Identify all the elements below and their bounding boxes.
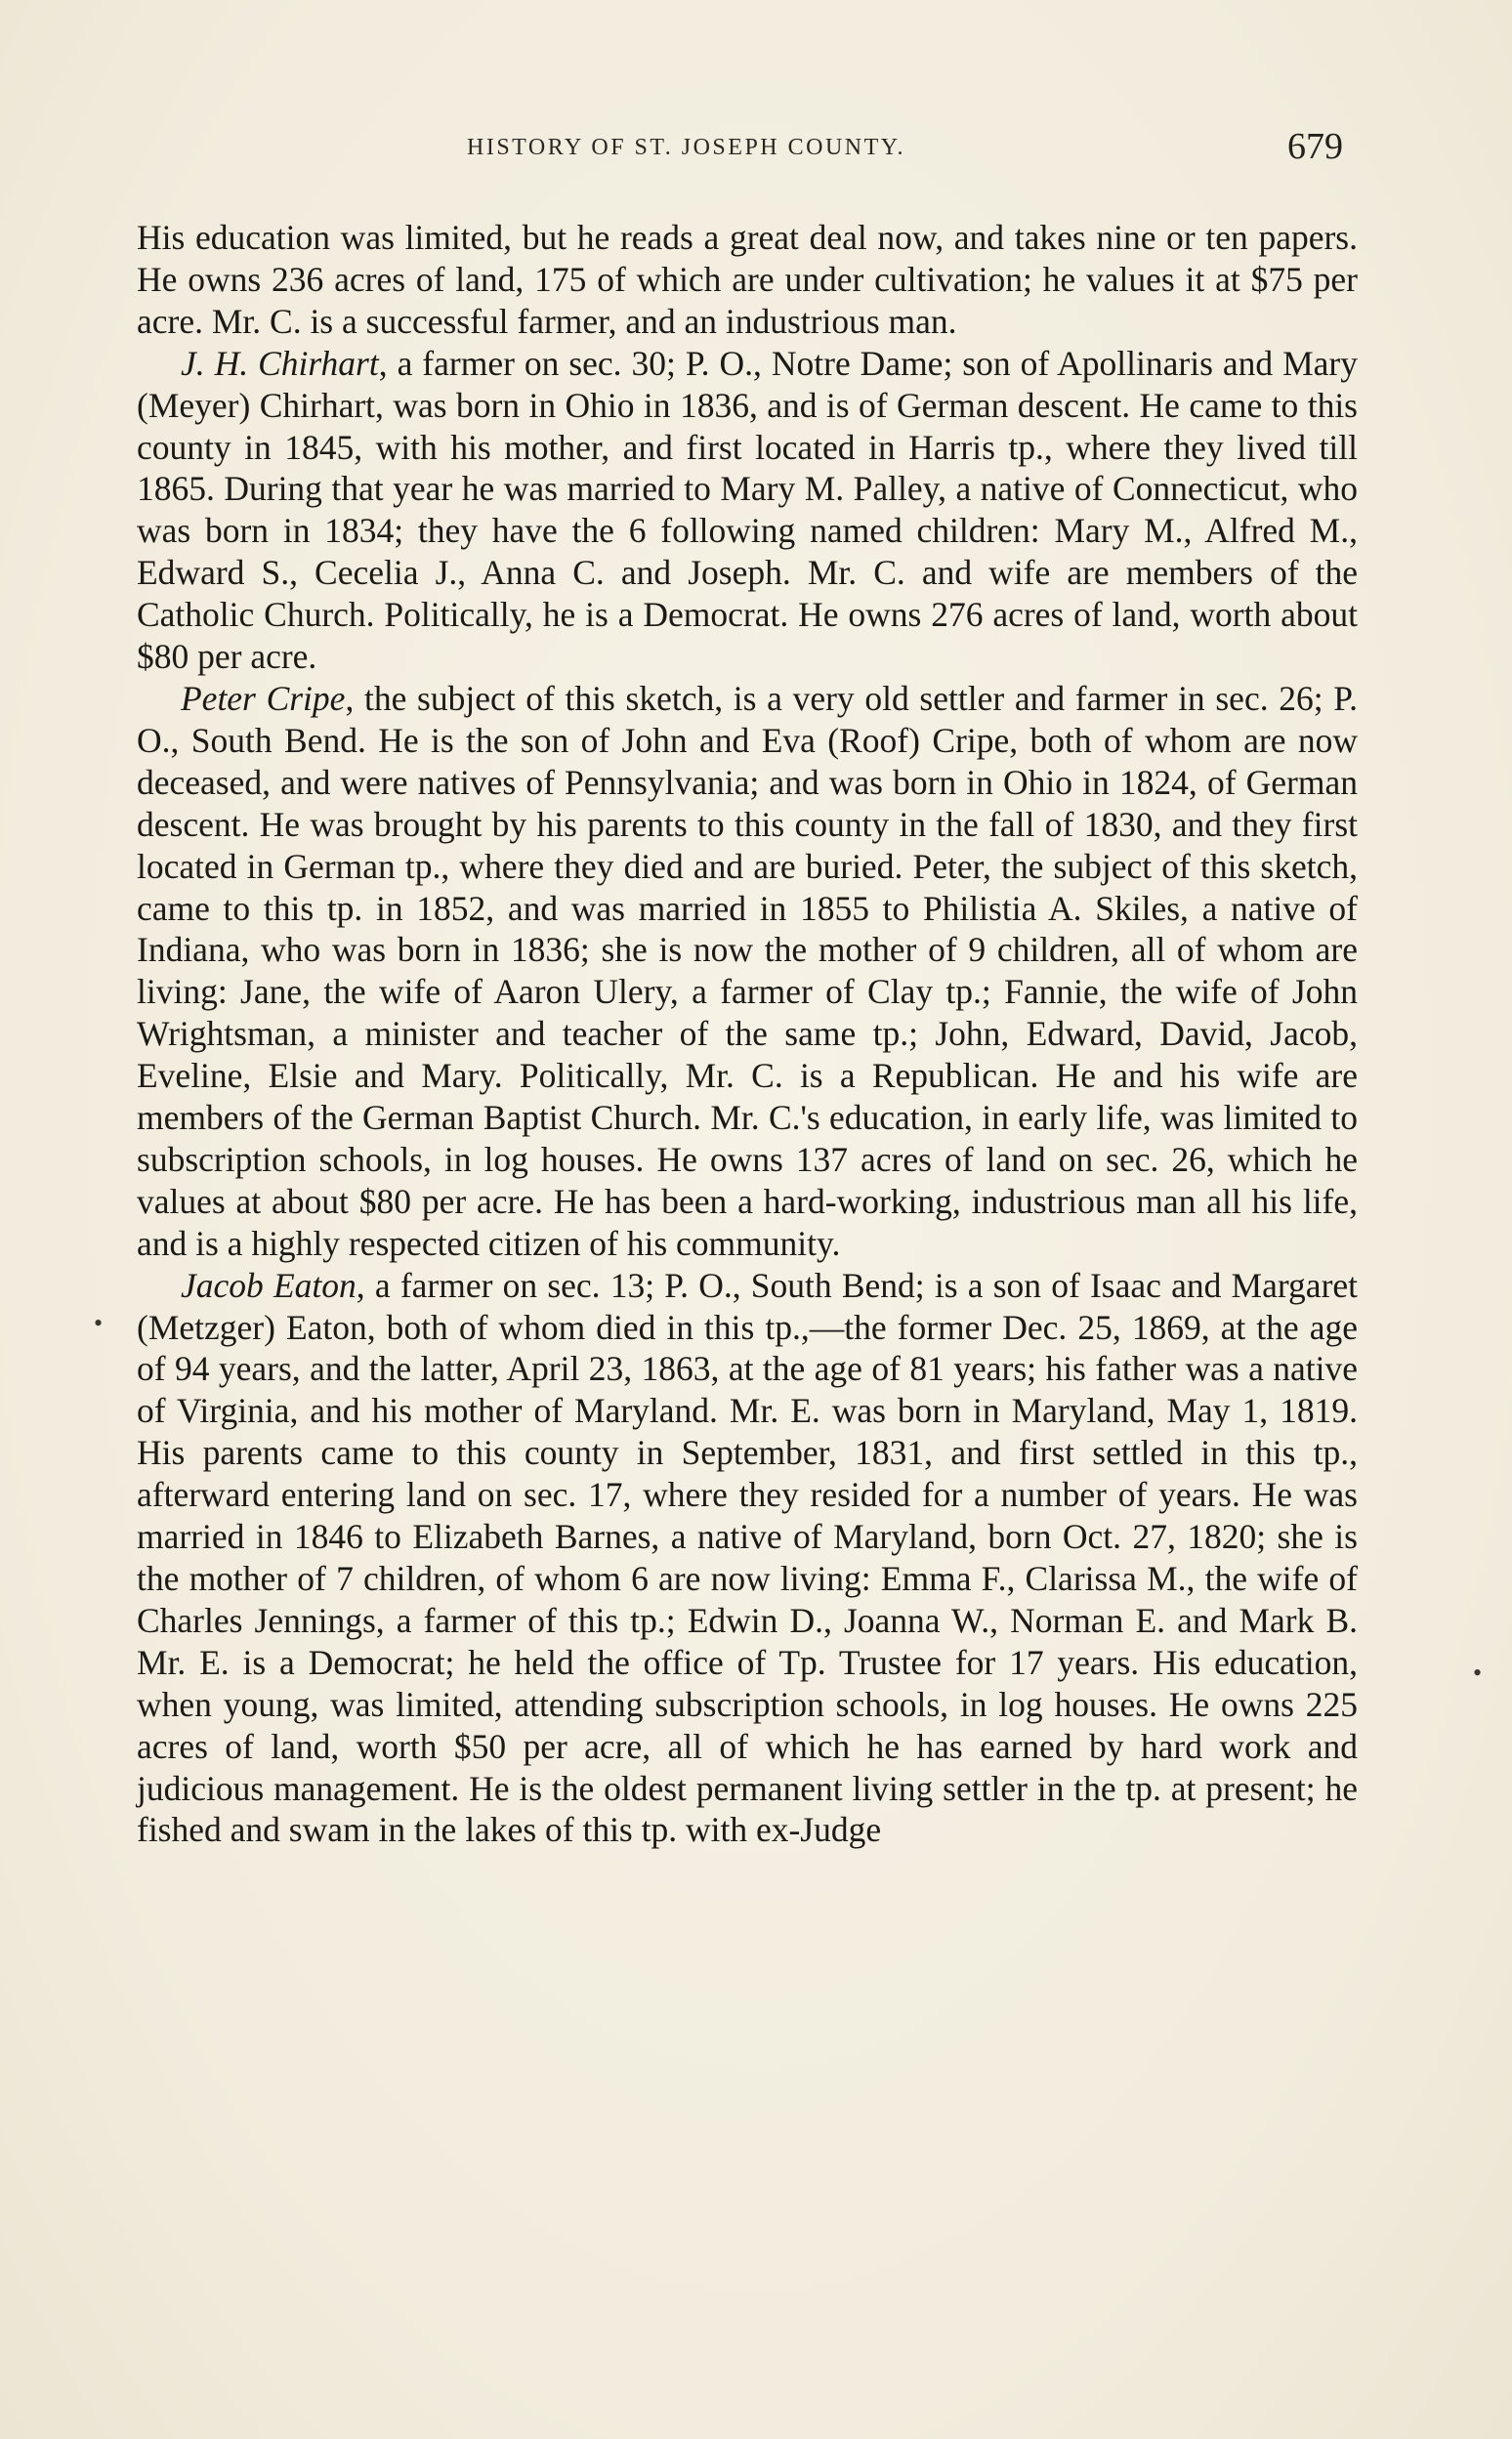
subject-name: J. H. Chirhart	[181, 343, 379, 383]
subject-name: Peter Cripe	[181, 678, 346, 718]
running-head: HISTORY OF ST. JOSEPH COUNTY.	[467, 135, 906, 160]
subject-name: Jacob Eaton	[181, 1265, 357, 1305]
paragraph-continuation	[137, 217, 1358, 343]
body-text	[137, 217, 1358, 1851]
paragraph-text: His education was limited, but he reads a great deal now, and takes nine or ten papers. He owns 236 acres of land, 175 of which are under cultivation; he values it at $75 per acre. Mr. C. is a successful farmer, and an industrious man.	[137, 218, 1358, 341]
paragraph-text: , the subject of this sketch, is a very old settler and farmer in sec. 26; P. O., South Bend. He is the son of John and Eva (Roof) Cripe, both of whom are now deceased, and were natives of Pennsylvania; and was born in Ohio in 1824, of German descent. He was brought by his parents to this county in the fall of 1830, and they first located in German tp., where they died and are buried. Peter, the subject of this sketch, came to this tp. in 1852, and was married in 1855 to Philistia A. Skiles, a native of Indiana, who was born in 1836; she is now the mother of 9 children, all of whom are living: Jane, the wife of Aaron Ulery, a farmer of Clay tp.; Fannie, the wife of John Wrightsman, a minister and teacher of the same tp.; John, Edward, David, Jacob, Eveline, Elsie and Mary. Politically, Mr. C. is a Republican. He and his wife are members of the German Baptist Church. Mr. C.'s education, in early life, was limited to subscription schools, in log houses. He owns 137 acres of land on sec. 26, which he values at about $80 per acre. He has been a hard-working, industrious man all his life, and is a highly respected citizen of his community.	[137, 678, 1358, 1263]
paragraph-eaton	[137, 1265, 1358, 1852]
paragraph-text: , a farmer on sec. 30; P. O., Notre Dame; son of Apollinaris and Mary (Meyer) Chirhart, was born in Ohio in 1836, and is of German descent. He came to this county in 1845, with his mother, and first located in Harris tp., where they lived till 1865. During that year he was married to Mary M. Palley, a native of Connecticut, who was born in 1834; they have the 6 following named children: Mary M., Alfred M., Edward S., Cecelia J., Anna C. and Joseph. Mr. C. and wife are members of the Catholic Church. Politically, he is a Democrat. He owns 276 acres of land, worth about $80 per acre.	[137, 343, 1358, 677]
margin-dot-mark: •	[94, 1309, 104, 1337]
paragraph-chirhart	[137, 343, 1358, 678]
margin-dot-mark: •	[1473, 1659, 1483, 1687]
paragraph-cripe	[137, 678, 1358, 1265]
paragraph-text: , a farmer on sec. 13; P. O., South Bend; is a son of Isaac and Margaret (Metzger) Eaton, both of whom died in this tp.,—the former Dec. 25, 1869, at the age of 94 years, and the latter, April 23, 1863, at the age of 81 years; his father was a native of Virginia, and his mother of Maryland. Mr. E. was born in Maryland, May 1, 1819. His parents came to this county in September, 1831, and first settled in this tp., afterward entering land on sec. 17, where they resided for a number of years. He was married in 1846 to Elizabeth Barnes, a native of Maryland, born Oct. 27, 1820; she is the mother of 7 children, of whom 6 are now living: Emma F., Clarissa M., the wife of Charles Jennings, a farmer of this tp.; Edwin D., Joanna W., Norman E. and Mark B. Mr. E. is a Democrat; he held the office of Tp. Trustee for 17 years. His education, when young, was limited, attending subscription schools, in log houses. He owns 225 acres of land, worth $50 per acre, all of which he has earned by hard work and judicious management. He is the oldest permanent living settler in the tp. at present; he fished and swam in the lakes of this tp. with ex-Judge	[137, 1265, 1359, 1850]
page-number: 679	[1287, 126, 1343, 167]
